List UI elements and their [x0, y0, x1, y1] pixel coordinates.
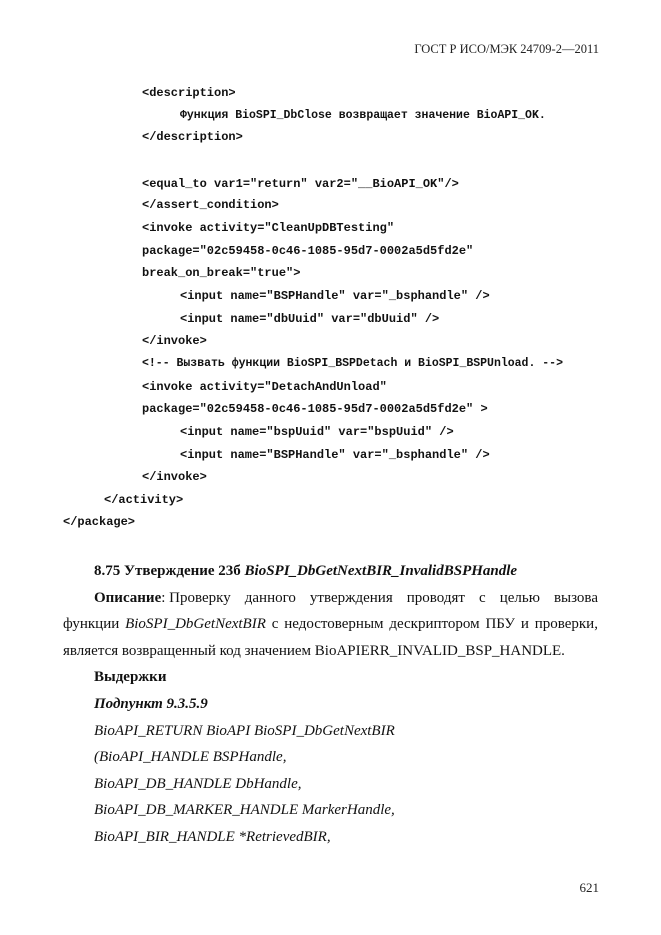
- code-line: <input name="BSPHandle" var="_bsphandle" />: [180, 289, 490, 303]
- desc-word: и: [520, 616, 529, 632]
- code-line: </assert_condition>: [142, 198, 279, 212]
- desc-word: с: [271, 616, 279, 632]
- code-line: <description>: [142, 86, 236, 100]
- code-line: <input name="BSPHandle" var="_bsphandle" />: [180, 448, 490, 462]
- code-line: </package>: [63, 515, 136, 529]
- desc-word: данного: [244, 590, 296, 606]
- description-line-1: [94, 590, 598, 607]
- desc-word: вызова: [553, 590, 598, 606]
- page-header: ГОСТ Р ИСО/МЭК 24709-2—2011: [414, 42, 599, 56]
- section-function-name: BioSPI_DbGetNextBIR_InvalidBSPHandle: [244, 563, 518, 579]
- code-line: <input name="bspUuid" var="bspUuid" />: [180, 425, 454, 439]
- desc-word: : Проверку: [161, 590, 231, 606]
- code-line: Функция BioSPI_DbClose возвращает значение BioAPI_OK.: [180, 109, 546, 122]
- signature-line: BioAPI_DB_HANDLE DbHandle,: [94, 776, 302, 792]
- code-line: package="02c59458-0c46-1085-95d7-0002a5d5fd2e": [142, 244, 474, 258]
- signature-line: BioAPI_RETURN BioAPI BioSPI_DbGetNextBIR: [94, 723, 395, 739]
- signature-line: BioAPI_BIR_HANDLE *RetrievedBIR,: [94, 829, 331, 845]
- page-number: 621: [579, 880, 599, 895]
- signature-line: (BioAPI_HANDLE BSPHandle,: [94, 749, 287, 765]
- desc-word: с: [478, 590, 486, 606]
- code-line: </invoke>: [142, 470, 207, 484]
- code-line: <invoke activity="CleanUpDBTesting": [142, 221, 395, 235]
- description-line-2: [63, 616, 598, 633]
- subclause-label: Подпункт 9.3.5.9: [94, 696, 208, 712]
- code-line: </invoke>: [142, 334, 207, 348]
- code-line: break_on_break="true">: [142, 266, 301, 280]
- desc-word: дескриптором: [389, 616, 480, 632]
- desc-word: проводят: [406, 590, 465, 606]
- code-line: </activity>: [104, 493, 184, 507]
- section-number-title: 8.75 Утверждение 23б: [94, 563, 241, 579]
- code-line: package="02c59458-0c46-1085-95d7-0002a5d5fd2e" >: [142, 402, 488, 416]
- desc-word: ПБУ: [485, 616, 515, 632]
- excerpts-label: Выдержки: [94, 669, 167, 685]
- section-heading: [94, 563, 517, 580]
- code-line: <input name="dbUuid" var="dbUuid" />: [180, 312, 440, 326]
- code-line: </description>: [142, 130, 243, 144]
- code-line: <invoke activity="DetachAndUnload": [142, 380, 387, 394]
- desc-word: целью: [499, 590, 540, 606]
- code-comment: <!-- Вызвать функции BioSPI_BSPDetach и BioSPI_BSPUnload. -->: [142, 357, 563, 370]
- desc-function-name: BioSPI_DbGetNextBIR: [125, 616, 266, 632]
- desc-word: проверки,: [534, 616, 598, 632]
- desc-word: недостоверным: [284, 616, 384, 632]
- description-label: Описание: [94, 590, 162, 606]
- desc-word: функции: [63, 616, 120, 632]
- description-line-3: является возвращенный код значением BioAPIERR_INVALID_BSP_HANDLE.: [63, 643, 565, 659]
- code-line: <equal_to var1="return" var2="__BioAPI_OK"/>: [142, 177, 459, 191]
- desc-word: утверждения: [309, 590, 393, 606]
- signature-line: BioAPI_DB_MARKER_HANDLE MarkerHandle,: [94, 802, 395, 818]
